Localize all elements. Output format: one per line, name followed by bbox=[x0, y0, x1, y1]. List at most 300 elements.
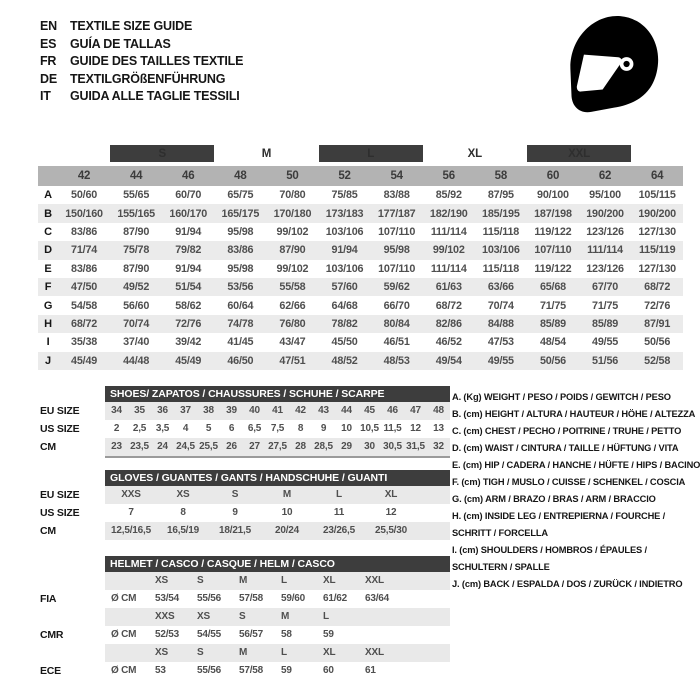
measurement-value-cell: 48/53 bbox=[371, 352, 423, 370]
shoes-title: SHOES/ ZAPATOS / CHAUSSURES / SCHUHE / SCARPE bbox=[105, 386, 450, 402]
measurement-value-cell: 52/58 bbox=[631, 352, 683, 370]
measurement-row bbox=[38, 204, 683, 222]
measurement-value-cell: 75/85 bbox=[319, 186, 371, 204]
size-group-bar: XXL bbox=[527, 145, 631, 162]
filler-cell bbox=[417, 486, 450, 504]
helmet-value-cell: 61 bbox=[365, 665, 376, 676]
measurement-row bbox=[38, 186, 683, 204]
gloves-value-cell: 12 bbox=[385, 507, 397, 518]
helmet-size-cell: S bbox=[191, 572, 233, 590]
legend-item bbox=[452, 576, 697, 593]
measurement-value-cell: 80/84 bbox=[371, 315, 423, 333]
legend-line: SCHULTERN / SPALLE bbox=[452, 562, 550, 572]
measurement-value-cell: 190/200 bbox=[579, 204, 631, 222]
measurement-value-cell: 87/90 bbox=[266, 241, 318, 259]
shoes-value-cell: 5 bbox=[205, 423, 212, 434]
measurement-value-cell: 70/74 bbox=[475, 296, 527, 314]
shoes-value-cell: 8 bbox=[297, 423, 304, 434]
measurement-value-cell: 155/165 bbox=[110, 204, 162, 222]
language-code: IT bbox=[40, 89, 51, 104]
measurement-value-cell: 160/170 bbox=[162, 204, 214, 222]
gloves-value-cell: 7 bbox=[128, 507, 134, 518]
measurement-value-cell: 185/195 bbox=[475, 204, 527, 222]
helmet-cm-prefix: Ø CM bbox=[111, 593, 137, 604]
helmet-size-cell: S bbox=[233, 608, 275, 626]
measurement-value-cell: 54/58 bbox=[58, 296, 110, 314]
size-number-cell: 46 bbox=[162, 166, 214, 186]
helmet-standard-label: CMR bbox=[40, 629, 64, 641]
helmet-side-labels bbox=[40, 572, 104, 680]
helmet-value-cell: 63/64 bbox=[365, 593, 390, 604]
shoes-value-cell: 48 bbox=[427, 402, 450, 420]
measurement-row-label: B bbox=[38, 204, 58, 222]
shoes-value-cell: 27 bbox=[243, 438, 266, 457]
measurement-value-cell: 119/122 bbox=[527, 223, 579, 241]
gloves-title: GLOVES / GUANTES / GANTS / HANDSCHUHE / GUANTI bbox=[105, 470, 450, 486]
gloves-value-cell: 11 bbox=[333, 507, 345, 518]
measurement-value-cell: 85/89 bbox=[527, 315, 579, 333]
shoes-value-cell: 28 bbox=[289, 438, 312, 457]
measurement-value-cell: 68/72 bbox=[631, 278, 683, 296]
measurement-value-cell: 61/63 bbox=[423, 278, 475, 296]
measurement-value-cell: 123/126 bbox=[579, 223, 631, 241]
measurement-value-cell: 65/75 bbox=[214, 186, 266, 204]
measurement-value-cell: 71/75 bbox=[579, 296, 631, 314]
measurement-value-cell: 51/56 bbox=[579, 352, 631, 370]
shoes-value-cell: 6 bbox=[228, 423, 235, 434]
gloves-value-cell: XXS bbox=[105, 486, 157, 504]
measurement-value-cell: 95/98 bbox=[214, 223, 266, 241]
measurement-value-cell: 95/100 bbox=[579, 186, 631, 204]
measurement-value-cell: 91/94 bbox=[319, 241, 371, 259]
measurement-row bbox=[38, 223, 683, 241]
helmet-icon bbox=[560, 12, 664, 116]
helmet-spacer-label bbox=[40, 644, 104, 662]
measurement-value-cell: 48/54 bbox=[527, 333, 579, 351]
size-group-bar: L bbox=[319, 145, 423, 162]
measurement-value-cell: 107/110 bbox=[527, 241, 579, 259]
measurement-value-cell: 79/82 bbox=[162, 241, 214, 259]
measurement-value-cell: 123/126 bbox=[579, 260, 631, 278]
measurement-value-cell: 66/70 bbox=[371, 296, 423, 314]
measurement-row-label: C bbox=[38, 223, 58, 241]
shoes-value-cell: 35 bbox=[128, 402, 151, 420]
shoes-value-cell: 44 bbox=[335, 402, 358, 420]
shoes-value-cell: 23,5 bbox=[128, 438, 151, 457]
size-group-label bbox=[58, 145, 110, 162]
shoes-value-cell: 26 bbox=[220, 438, 243, 457]
helmet-sizes-corner bbox=[105, 572, 149, 590]
measurement-value-cell: 55/65 bbox=[110, 186, 162, 204]
gloves-row-label: EU SIZE bbox=[40, 489, 80, 501]
measurement-row-label: D bbox=[38, 241, 58, 259]
size-number-cell: 50 bbox=[266, 166, 318, 186]
language-row bbox=[40, 36, 243, 54]
shoes-row-label: CM bbox=[40, 441, 56, 453]
gloves-row-label: CM bbox=[40, 525, 56, 537]
helmet-value-cell: 61/62 bbox=[323, 593, 348, 604]
helmet-size-cell: M bbox=[233, 572, 275, 590]
helmet-cm-prefix: Ø CM bbox=[111, 629, 137, 640]
size-band-row bbox=[38, 166, 683, 186]
measurement-value-cell: 47/51 bbox=[266, 352, 318, 370]
language-code: FR bbox=[40, 54, 57, 69]
measurement-value-cell: 111/114 bbox=[423, 260, 475, 278]
measurement-value-cell: 72/76 bbox=[631, 296, 683, 314]
helmet-value-cell: 60 bbox=[323, 665, 334, 676]
measurement-value-cell: 50/56 bbox=[527, 352, 579, 370]
gloves-value-cell: L bbox=[313, 486, 365, 504]
language-list bbox=[40, 18, 243, 106]
shoes-data-row bbox=[105, 420, 450, 438]
filler-cell bbox=[401, 626, 450, 644]
legend-item bbox=[452, 440, 697, 457]
helmet-values-row bbox=[105, 626, 450, 644]
legend-line: I. (cm) SHOULDERS / HOMBROS / ÉPAULES / bbox=[452, 545, 647, 555]
measurement-value-cell: 37/40 bbox=[110, 333, 162, 351]
size-group-label bbox=[631, 145, 683, 162]
measurement-value-cell: 85/89 bbox=[579, 315, 631, 333]
gloves-data-row bbox=[105, 522, 450, 540]
measurement-value-cell: 91/94 bbox=[162, 223, 214, 241]
helmet-title-row bbox=[105, 556, 450, 572]
size-number-cell: 54 bbox=[371, 166, 423, 186]
measurement-value-cell: 63/66 bbox=[475, 278, 527, 296]
measurement-value-cell: 107/110 bbox=[371, 223, 423, 241]
measurement-value-cell: 64/68 bbox=[319, 296, 371, 314]
filler-cell bbox=[401, 644, 450, 662]
legend-item bbox=[452, 389, 697, 406]
measurement-value-cell: 87/90 bbox=[110, 223, 162, 241]
size-group-row bbox=[38, 145, 683, 162]
measurement-row bbox=[38, 278, 683, 296]
shoes-value-cell: 34 bbox=[105, 402, 128, 420]
measurement-value-cell: 70/74 bbox=[110, 315, 162, 333]
measurement-value-cell: 74/78 bbox=[214, 315, 266, 333]
helmet-size-cell: XXL bbox=[359, 644, 401, 662]
measurement-value-cell: 50/60 bbox=[58, 186, 110, 204]
legend-line: C. (cm) CHEST / PECHO / POITRINE / TRUHE / PETTO bbox=[452, 426, 682, 436]
measurement-value-cell: 55/58 bbox=[266, 278, 318, 296]
helmet-standard-label: ECE bbox=[40, 665, 61, 677]
size-number-cell: 44 bbox=[110, 166, 162, 186]
measurement-value-cell: 127/130 bbox=[631, 223, 683, 241]
gloves-value-cell: XL bbox=[365, 486, 417, 504]
shoes-value-cell: 30 bbox=[358, 438, 381, 457]
measurement-value-cell: 44/48 bbox=[110, 352, 162, 370]
measurement-value-cell: 47/53 bbox=[475, 333, 527, 351]
measurement-value-cell: 99/102 bbox=[266, 223, 318, 241]
legend-item bbox=[452, 423, 697, 440]
gloves-value-cell: M bbox=[261, 486, 313, 504]
helmet-size-cell: XL bbox=[317, 572, 359, 590]
measurement-value-cell: 95/98 bbox=[214, 260, 266, 278]
shoes-value-cell: 2 bbox=[113, 423, 120, 434]
measurement-row-label: A bbox=[38, 186, 58, 204]
helmet-value-cell: 54/55 bbox=[197, 629, 222, 640]
shoes-value-cell: 31,5 bbox=[404, 438, 427, 457]
shoes-value-cell: 13 bbox=[433, 423, 444, 434]
measurement-value-cell: 67/70 bbox=[579, 278, 631, 296]
measurement-row-label: F bbox=[38, 278, 58, 296]
legend-line: J. (cm) BACK / ESPALDA / DOS / ZURÜCK / INDIETRO bbox=[452, 579, 683, 589]
gloves-value-cell: 23/26,5 bbox=[313, 522, 365, 540]
measurement-value-cell: 119/122 bbox=[527, 260, 579, 278]
filler-cell bbox=[401, 662, 450, 680]
measurement-value-cell: 51/54 bbox=[162, 278, 214, 296]
filler-cell bbox=[401, 590, 450, 608]
measurement-value-cell: 105/115 bbox=[631, 186, 683, 204]
measurement-value-cell: 115/118 bbox=[475, 260, 527, 278]
measurement-value-cell: 83/86 bbox=[58, 260, 110, 278]
legend-line: G. (cm) ARM / BRAZO / BRAS / ARM / BRACCIO bbox=[452, 494, 656, 504]
size-number-cell: 52 bbox=[319, 166, 371, 186]
language-title: GUÍA DE TALLAS bbox=[70, 36, 171, 51]
helmet-size-cell: S bbox=[191, 644, 233, 662]
language-row bbox=[40, 18, 243, 36]
language-title: GUIDE DES TAILLES TEXTILE bbox=[70, 54, 244, 69]
shoes-side-labels bbox=[40, 402, 104, 456]
size-number-cell: 60 bbox=[527, 166, 579, 186]
measurement-value-cell: 71/75 bbox=[527, 296, 579, 314]
measurement-value-cell: 78/82 bbox=[319, 315, 371, 333]
measurement-row bbox=[38, 315, 683, 333]
measurement-value-cell: 165/175 bbox=[214, 204, 266, 222]
measurement-value-cell: 47/50 bbox=[58, 278, 110, 296]
helmet-size-cell: XS bbox=[191, 608, 233, 626]
legend-line: H. (cm) INSIDE LEG / ENTREPIERNA / FOURCHE / bbox=[452, 511, 666, 521]
shoes-value-cell: 36 bbox=[151, 402, 174, 420]
filler-cell bbox=[401, 608, 450, 626]
helmet-size-cell: L bbox=[317, 608, 359, 626]
helmet-size-cell: XS bbox=[149, 572, 191, 590]
legend-line: D. (cm) WAIST / CINTURA / TAILLE / HÜFTUNG / VITA bbox=[452, 443, 679, 453]
measurement-value-cell: 95/98 bbox=[371, 241, 423, 259]
legend-line: F. (cm) TIGH / MUSLO / CUISSE / SCHENKEL / COSCIA bbox=[452, 477, 686, 487]
shoes-value-cell: 41 bbox=[266, 402, 289, 420]
helmet-size-cell: XXL bbox=[359, 572, 401, 590]
gloves-value-cell: 25,5/30 bbox=[365, 522, 417, 540]
helmet-sizes-corner bbox=[105, 644, 149, 662]
legend-line: B. (cm) HEIGHT / ALTURA / HAUTEUR / HÖHE / ALTEZZA bbox=[452, 409, 696, 419]
measurement-value-cell: 87/91 bbox=[631, 315, 683, 333]
helmet-standard-label: FIA bbox=[40, 593, 57, 605]
shoes-value-cell: 46 bbox=[381, 402, 404, 420]
shoes-value-cell: 10 bbox=[341, 423, 352, 434]
shoes-value-cell: 28,5 bbox=[312, 438, 335, 457]
gloves-value-cell: 9 bbox=[232, 507, 238, 518]
language-row bbox=[40, 71, 243, 89]
measurement-value-cell: 150/160 bbox=[58, 204, 110, 222]
measurement-value-cell: 84/88 bbox=[475, 315, 527, 333]
measurement-value-cell: 87/90 bbox=[110, 260, 162, 278]
measurement-row bbox=[38, 333, 683, 351]
size-number-cell: 62 bbox=[579, 166, 631, 186]
measurement-value-cell: 65/68 bbox=[527, 278, 579, 296]
helmet-sizes-row bbox=[105, 644, 450, 662]
helmet-value-cell: 58 bbox=[281, 629, 292, 640]
measurement-row bbox=[38, 296, 683, 314]
shoes-value-cell: 6,5 bbox=[247, 423, 262, 434]
measurement-row bbox=[38, 352, 683, 370]
measurement-value-cell: 46/52 bbox=[423, 333, 475, 351]
gloves-value-cell: S bbox=[209, 486, 261, 504]
measurement-value-cell: 72/76 bbox=[162, 315, 214, 333]
helmet-value-cell: 59/60 bbox=[281, 593, 306, 604]
measurement-value-cell: 68/72 bbox=[58, 315, 110, 333]
helmet-values-row bbox=[105, 662, 450, 680]
measurement-value-cell: 48/52 bbox=[319, 352, 371, 370]
measurement-value-cell: 45/49 bbox=[58, 352, 110, 370]
shoes-value-cell: 4 bbox=[182, 423, 189, 434]
size-number-cell: 42 bbox=[58, 166, 110, 186]
shoes-value-cell: 7,5 bbox=[270, 423, 285, 434]
measurement-value-cell: 71/74 bbox=[58, 241, 110, 259]
shoes-value-cell: 24 bbox=[151, 438, 174, 457]
measurement-row-label: H bbox=[38, 315, 58, 333]
shoes-value-cell: 43 bbox=[312, 402, 335, 420]
shoes-table bbox=[105, 386, 450, 458]
measurement-row bbox=[38, 260, 683, 278]
measurement-value-cell: 190/200 bbox=[631, 204, 683, 222]
helmet-title: HELMET / CASCO / CASQUE / HELM / CASCO bbox=[105, 556, 450, 572]
measurement-value-cell: 60/64 bbox=[214, 296, 266, 314]
measurement-value-cell: 91/94 bbox=[162, 260, 214, 278]
legend-line: A. (Kg) WEIGHT / PESO / POIDS / GEWITCH / PESO bbox=[452, 392, 671, 402]
shoes-value-cell: 32 bbox=[427, 438, 450, 457]
helmet-cm-prefix: Ø CM bbox=[111, 665, 137, 676]
measurement-value-cell: 46/51 bbox=[371, 333, 423, 351]
shoes-value-cell: 40 bbox=[243, 402, 266, 420]
legend-item bbox=[452, 406, 697, 423]
shoes-value-cell: 25,5 bbox=[197, 438, 220, 457]
measurement-row-label: I bbox=[38, 333, 58, 351]
measurement-value-cell: 58/62 bbox=[162, 296, 214, 314]
legend-item bbox=[452, 457, 700, 474]
measurement-value-cell: 103/106 bbox=[319, 223, 371, 241]
gloves-value-cell: 16,5/19 bbox=[157, 522, 209, 540]
measurement-value-cell: 127/130 bbox=[631, 260, 683, 278]
helmet-size-cell: XXS bbox=[149, 608, 191, 626]
size-number-cell: 48 bbox=[214, 166, 266, 186]
measurement-value-cell: 50/56 bbox=[631, 333, 683, 351]
gloves-value-cell: 20/24 bbox=[261, 522, 313, 540]
size-number-cell: 58 bbox=[475, 166, 527, 186]
helmet-table bbox=[105, 556, 450, 680]
measurement-value-cell: 115/118 bbox=[475, 223, 527, 241]
gloves-value-cell: 18/21,5 bbox=[209, 522, 261, 540]
measurement-row-label: E bbox=[38, 260, 58, 278]
helmet-size-cell bbox=[359, 608, 401, 626]
helmet-value-cell bbox=[359, 626, 401, 644]
measurement-value-cell: 187/198 bbox=[527, 204, 579, 222]
measurement-value-cell: 99/102 bbox=[423, 241, 475, 259]
shoes-value-cell: 9 bbox=[320, 423, 327, 434]
helmet-value-cell: 56/57 bbox=[239, 629, 264, 640]
filler-cell bbox=[401, 572, 450, 590]
language-row bbox=[40, 53, 243, 71]
language-title: TEXTILGRÖßENFÜHRUNG bbox=[70, 71, 226, 86]
helmet-value-cell: 53/54 bbox=[155, 593, 180, 604]
shoes-value-cell: 27,5 bbox=[266, 438, 289, 457]
gloves-data-row bbox=[105, 486, 450, 504]
measurement-value-cell: 90/100 bbox=[527, 186, 579, 204]
shoes-row-label: US SIZE bbox=[40, 423, 80, 435]
measurement-value-cell: 82/86 bbox=[423, 315, 475, 333]
measurement-value-cell: 53/56 bbox=[214, 278, 266, 296]
shoes-title-row bbox=[105, 386, 450, 402]
gloves-table bbox=[105, 470, 450, 540]
measurement-value-cell: 111/114 bbox=[423, 223, 475, 241]
helmet-size-cell: L bbox=[275, 644, 317, 662]
size-number-cell: 64 bbox=[631, 166, 683, 186]
helmet-value-cell: 52/53 bbox=[155, 629, 180, 640]
shoes-value-cell: 30,5 bbox=[381, 438, 404, 457]
shoes-value-cell: 23 bbox=[105, 438, 128, 457]
language-title: TEXTILE SIZE GUIDE bbox=[70, 19, 193, 33]
measurement-value-cell: 173/183 bbox=[319, 204, 371, 222]
measurement-value-cell: 62/66 bbox=[266, 296, 318, 314]
measurement-value-cell: 49/54 bbox=[423, 352, 475, 370]
helmet-values-row bbox=[105, 590, 450, 608]
language-code: ES bbox=[40, 36, 57, 51]
helmet-sizes-row bbox=[105, 572, 450, 590]
helmet-value-cell: 55/56 bbox=[197, 665, 222, 676]
measurement-value-cell: 115/119 bbox=[631, 241, 683, 259]
shoes-value-cell: 12 bbox=[410, 423, 421, 434]
filler-cell bbox=[417, 522, 450, 540]
shoes-row-label: EU SIZE bbox=[40, 405, 80, 417]
helmet-value-cell: 59 bbox=[323, 629, 334, 640]
gloves-value-cell: XS bbox=[157, 486, 209, 504]
language-title: GUIDA ALLE TAGLIE TESSILI bbox=[70, 89, 240, 104]
measurement-value-cell: 60/70 bbox=[162, 186, 214, 204]
size-band-corner bbox=[38, 166, 58, 186]
helmet-spacer-label bbox=[40, 572, 104, 590]
legend-item bbox=[452, 508, 697, 542]
measurement-value-cell: 57/60 bbox=[319, 278, 371, 296]
shoes-data-row bbox=[105, 402, 450, 420]
shoes-value-cell: 47 bbox=[404, 402, 427, 420]
measurement-value-cell: 46/50 bbox=[214, 352, 266, 370]
gloves-side-labels bbox=[40, 486, 104, 540]
helmet-value-cell: 53 bbox=[155, 665, 166, 676]
measurement-value-cell: 68/72 bbox=[423, 296, 475, 314]
language-code: DE bbox=[40, 71, 57, 86]
shoes-value-cell: 10,5 bbox=[360, 423, 379, 434]
helmet-size-cell: XL bbox=[317, 644, 359, 662]
measurement-value-cell: 107/110 bbox=[371, 260, 423, 278]
shoes-value-cell: 37 bbox=[174, 402, 197, 420]
measurement-row bbox=[38, 241, 683, 259]
shoes-value-cell: 38 bbox=[197, 402, 220, 420]
gloves-data-row bbox=[105, 504, 450, 522]
helmet-sizes-corner bbox=[105, 608, 149, 626]
size-group-label: M bbox=[261, 147, 272, 160]
measurement-value-cell: 45/50 bbox=[319, 333, 371, 351]
gloves-value-cell: 8 bbox=[180, 507, 186, 518]
measurement-value-cell: 83/86 bbox=[58, 223, 110, 241]
corner-cell bbox=[38, 145, 58, 162]
size-number-cell: 56 bbox=[423, 166, 475, 186]
helmet-size-cell: XS bbox=[149, 644, 191, 662]
measurement-value-cell: 43/47 bbox=[266, 333, 318, 351]
helmet-size-cell: M bbox=[233, 644, 275, 662]
size-group-bar: S bbox=[110, 145, 214, 162]
gloves-row-label: US SIZE bbox=[40, 507, 80, 519]
measurement-value-cell: 49/52 bbox=[110, 278, 162, 296]
measurement-value-cell: 49/55 bbox=[475, 352, 527, 370]
